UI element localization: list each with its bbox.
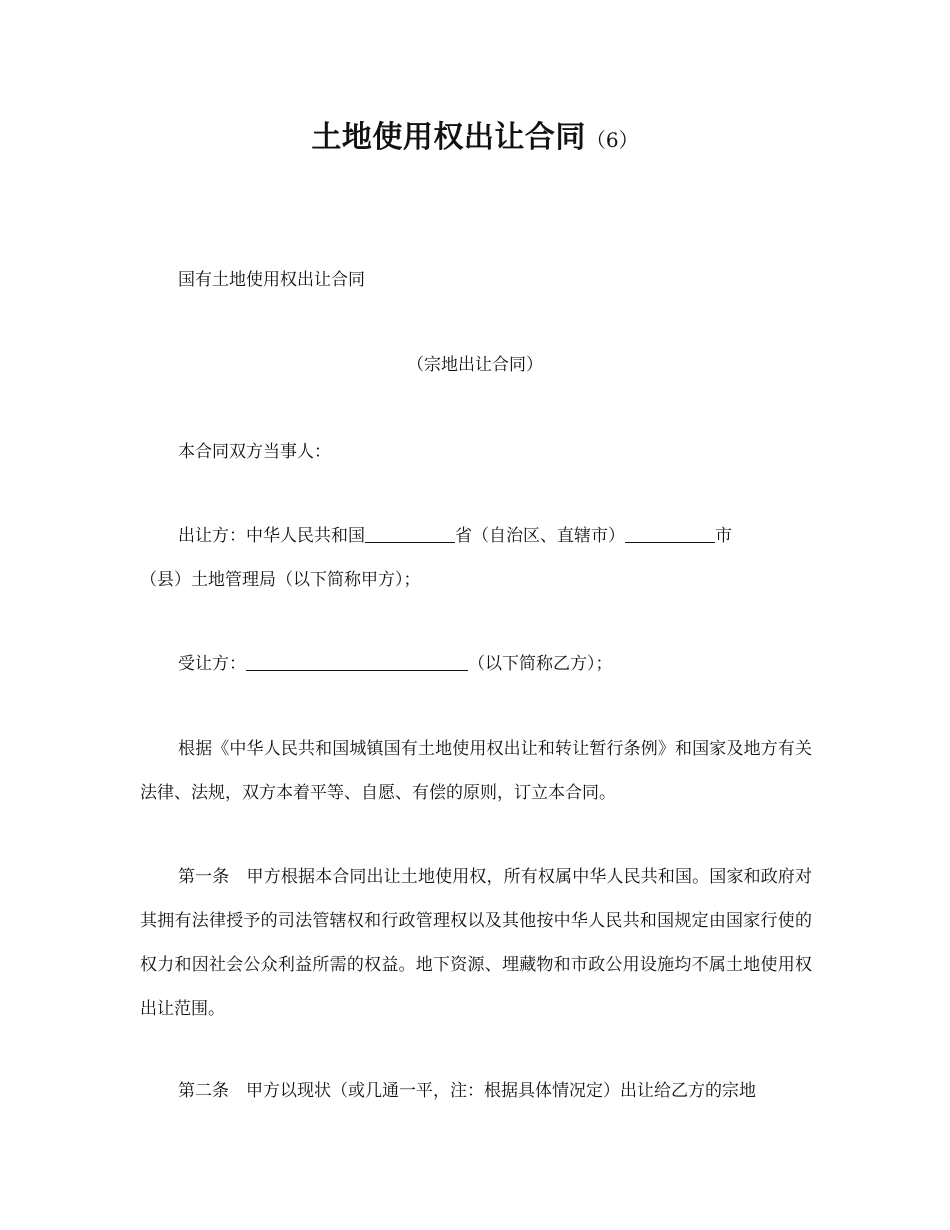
grantee-line <box>178 652 613 676</box>
grantor-middle: 省（自治区、直辖市） <box>455 526 625 546</box>
basis-paragraph: 根据《中华人民共和国城镇国有土地使用权出让和转让暂行条例》和国家及地方有关法律、法规，双方本着平等、自愿、有偿的原则，订立本合同。 <box>140 739 812 803</box>
document-title <box>0 112 950 156</box>
grantee-blank-field[interactable] <box>246 652 468 671</box>
grantor-continuation: （县）土地管理局（以下简称甲方）； <box>140 570 421 590</box>
grantee-suffix: （以下简称乙方）； <box>468 654 613 674</box>
province-blank-field[interactable] <box>365 524 455 543</box>
article-1-paragraph: 第一条 甲方根据本合同出让土地使用权，所有权属中华人民共和国。国家和政府对其拥有法律授予的司法管辖权和行政管理权以及其他按中华人民共和国规定由国家行使的权力和因社会公众利益所需的权益。地下资源、埋藏物和市政公用设施均不属土地使用权出让范围。 <box>140 867 812 1019</box>
grantee-prefix: 受让方： <box>178 654 246 674</box>
city-blank-field[interactable] <box>625 524 715 543</box>
grantor-prefix: 出让方：中华人民共和国 <box>178 526 365 546</box>
heading-line: 国有土地使用权出让合同 <box>178 270 365 290</box>
title-suffix-text: （6） <box>585 128 639 152</box>
grantor-line <box>178 524 732 548</box>
subtitle: （宗地出让合同） <box>407 355 543 375</box>
article-2-paragraph: 第二条 甲方以现状（或几通一平，注：根据具体情况定）出让给乙方的宗地 <box>178 1081 756 1101</box>
parties-intro: 本合同双方当事人： <box>178 442 331 462</box>
title-main-text: 土地使用权出让合同 <box>311 120 586 155</box>
grantor-suffix: 市 <box>715 526 732 546</box>
